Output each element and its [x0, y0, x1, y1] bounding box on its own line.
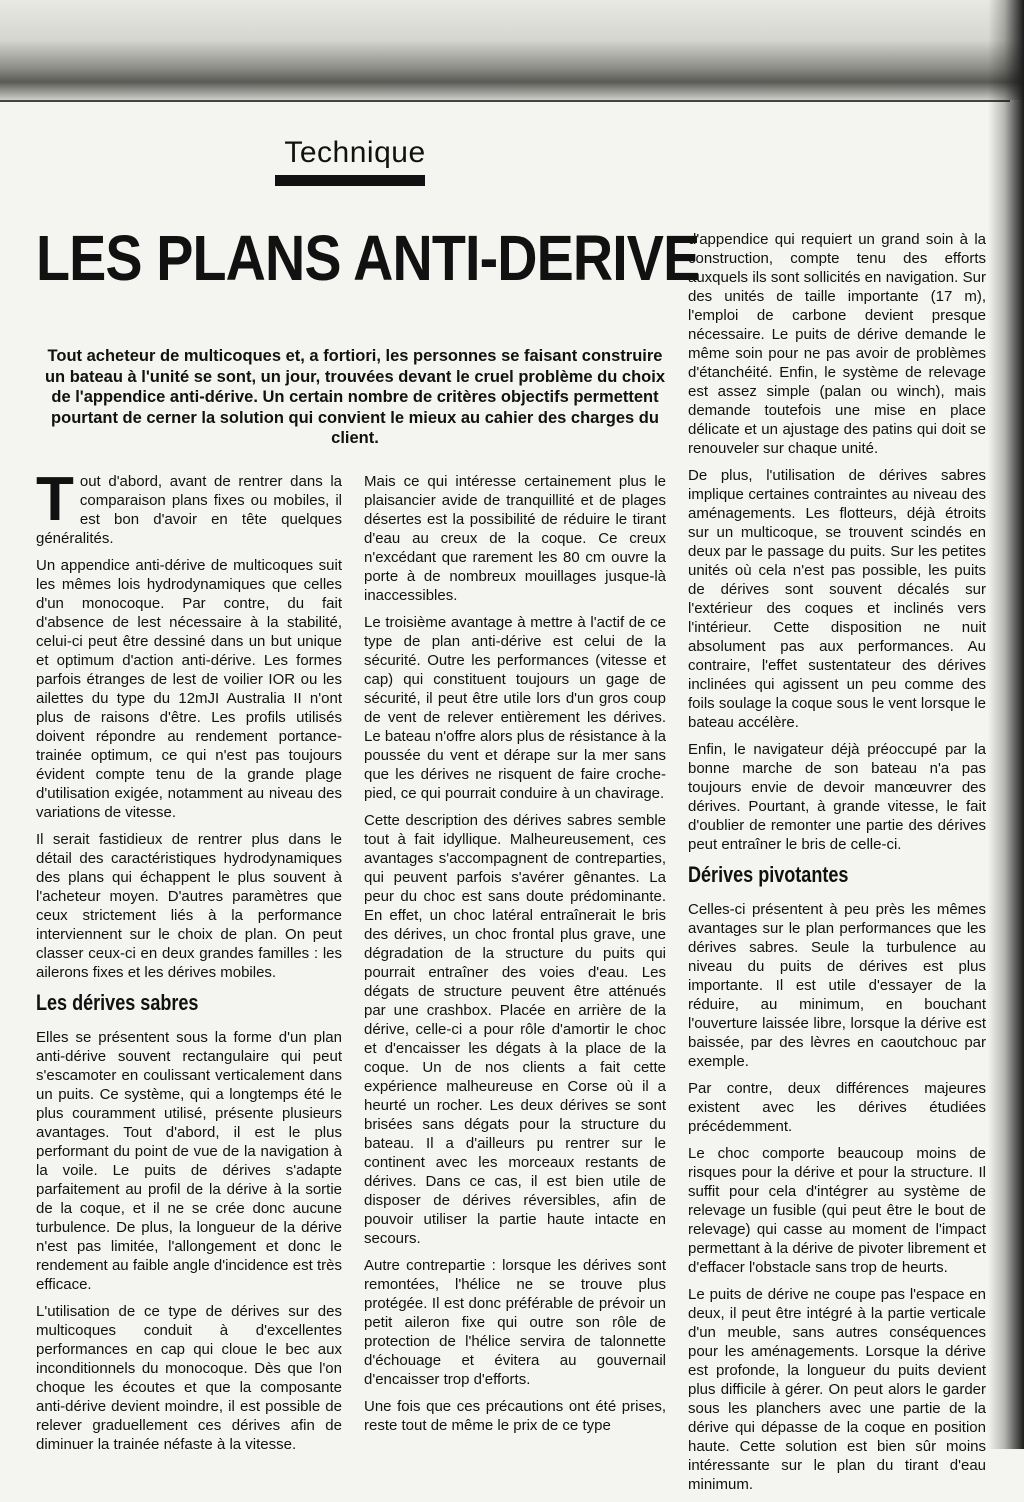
scan-shadow-right — [988, 0, 1024, 1449]
section-label: Technique — [284, 136, 426, 169]
paragraph: Cette description des dérives sabres semble tout à fait idyllique. Malheureusement, ces avantages s'accompagnent de contreparties, qui peuvent parfois s'avérer gênantes. La peur du choc est sans doute prédominante. En effet, un choc latéral entraînerait le bris des dérives, un choc frontal plus grave, une dégradation de la structure du puits qui pourrait entraîner des voies d'eau. Les dégats de structure peuvent être atténués par une crashbox. Placée en arrière de la dérive, celle-ci a pour rôle d'amortir le choc et d'encaisser les dégats à la place de la coque. Un de nos clients a fait cette expérience malheureuse en Corse où il a heurté un rocher. Les deux dérives se sont brisées sans dégats pour la structure du bateau. Il a d'ailleurs pu rentrer sur le continent avec les morceaux restants de dérives. Dans ce cas, il est bien utile de disposer de dérives réversibles, afin de pouvoir utiliser la partie haute intacte en secours. — [364, 812, 666, 1247]
paragraph: Le puits de dérive ne coupe pas l'espace en deux, il peut être intégré à la partie verticale d'un meuble, sans autres conséquences pour les aménagements. Lorsque la dérive est profonde, la longueur du puits devient plus difficile à gérer. On peut alors le garder sous les planchers avec une partie de la dérive qui dépasse de la coque en position haute. Cette solution est bien sûr moins intéressante sur le plan du tirant d'eau minimum. — [688, 1286, 986, 1493]
paragraph: De plus, l'utilisation de dérives sabres implique certaines contraintes au niveau des aménagements. Les flotteurs, déjà étroits sur un multicoque, se trouvent scindés en deux par le passage du puits. Sur les petites unités où cela n'est pas possible, les puits de dérives sont souvent décalés sur l'extérieur des coques et inclinés vers l'intérieur. Cette disposition ne nuit absolument pas aux performances. Au contraire, l'effet sustentateur des dérives inclinées qui agissent un peu comme des foils soulage la coque sous le vent lorsque le bateau accélère. — [688, 467, 986, 731]
paragraph: Enfin, le navigateur déjà préoccupé par la bonne marche de son bateau n'a pas toujours envie de devoir manœuvrer des dérives. Pourtant, à grande vitesse, le fait d'oublier de remonter une partie des dérives peut entraîner le bris de celle-ci. — [688, 741, 986, 853]
article-lead: Tout acheteur de multicoques et, a fortiori, les personnes se faisant construire un bateau à l'unité se sont, un jour, trouvées devant le cruel problème du choix de l'appendice anti-dérive. Un certain nombre de critères objectifs permettent pourtant de cerner la solution qui convient le mieux au cahier des charges du client. — [44, 347, 666, 447]
drop-cap: T — [36, 465, 74, 534]
section-underline-bar — [275, 175, 425, 186]
paragraph: Un appendice anti-dérive de multicoques suit les mêmes lois hydrodynamiques que celles d'un monocoque. Par contre, du fait d'absence de lest nécessaire à la stabilité, celui-ci peut être dessiné dans un but unique et optimum d'action anti-dérive. Les formes parfois étranges de lest de voilier IOR ou les ailettes du type du 12mJI Australia II n'ont plus de raisons d'être. Les profils utilisés doivent répondre au rendement portance-trainée optimum, ce qui n'est pas toujours évident compte tenu de la grande plage d'utilisation exigée, notamment au niveau des variations de vitesse. — [36, 557, 342, 821]
column-3 — [688, 230, 986, 1502]
paragraph: Par contre, deux différences majeures existent avec les dérives étudiées précédemment. — [688, 1080, 986, 1135]
scan-shadow-top — [0, 0, 1024, 100]
subheading: Dérives pivotantes — [688, 862, 849, 887]
paragraph-text: out d'abord, avant de rentrer dans la comparaison plans fixes ou mobiles, il est bon d'avoir en tête quelques généralités. — [36, 473, 342, 547]
paragraph: Le troisième avantage à mettre à l'actif de ce type de plan anti-dérive est celui de la sécurité. Outre les performances (vitesse et cap) qui constituent toujours un gage de sécurité, il peut être utile lors d'un gros coup de vent de relever entièrement les dérives. Le bateau n'offre alors plus de résistance à la poussée du vent et dérape sur la mer sans que les dérives ne risquent de faire croche-pied, ce qui pourrait conduire à un chavirage. — [364, 614, 666, 802]
article-headline: LES PLANS ANTI-DERIVE — [36, 222, 700, 294]
column-2 — [364, 472, 666, 1443]
subheading: Les dérives sabres — [36, 990, 199, 1015]
paragraph: L'utilisation de ce type de dérives sur des multicoques conduit à d'excellentes performances en cap qui cloue le bec aux inconditionnels du monocoque. Dès que l'on choque les écoutes et que la composante anti-dérive devient moindre, il est possible de relever graduellement ces dérives afin de diminuer la trainée néfaste à la vitesse. — [36, 1303, 342, 1453]
paragraph: Il serait fastidieux de rentrer plus dans le détail des caractéristiques hydrodynamiques des plans qui échappent le plus souvent à l'acheteur moyen. D'autres paramètres que ceux strictement liés à la performance interviennent sur le choix de plan. On peut classer ceux-ci en deux grandes familles : les ailerons fixes et les dérives mobiles. — [36, 831, 342, 981]
paragraph: Une fois que ces précautions ont été prises, reste tout de même le prix de ce type — [364, 1398, 666, 1434]
column-1 — [36, 465, 342, 1462]
paragraph: Mais ce qui intéresse certainement plus le plaisancier avide de tranquillité et de plages désertes est la possibilité de réduire le tirant d'eau au creux de la coque. Ce creux n'excédant que rarement les 80 cm ouvre la porte à de nombreux mouillages jusque-là inaccessibles. — [364, 473, 666, 604]
paragraph: d'appendice qui requiert un grand soin à la construction, compte tenu des efforts auxquels ils sont sollicités en navigation. Sur des unités de taille importante (17 m), l'emploi de carbone devient presque nécessaire. Le puits de dérive demande le même soin pour ne pas avoir de problèmes d'étanchéité. Enfin, le système de relevage est assez simple (palan ou winch), mais demande toutefois une mise en place délicate et un ajustage des patins qui doit se renouveler sur chaque unité. — [688, 231, 986, 457]
paragraph: Elles se présentent sous la forme d'un plan anti-dérive souvent rectangulaire qui peut s'escamoter en coulissant verticalement dans un puits. Ce système, qui a longtemps été le plus couramment utilisé, présente plusieurs avantages. Tout d'abord, il est le plus performant du point de vue de la navigation à la voile. Le puits de dérives s'adapte parfaitement au profil de la dérive à la sortie de la coque, et il ne se crée donc aucune turbulence. De plus, la longueur de la dérive n'est pas limitée, l'allongement et donc le rendement au faible angle d'incidence est très efficace. — [36, 1029, 342, 1293]
paragraph: Le choc comporte beaucoup moins de risques pour la dérive et pour la structure. Il suffit pour cela d'intégrer au système de relevage un fusible (qui peut être le bout de relevage) qui casse au moment de l'impact permettant à la dérive de pivoter librement et d'effacer l'obstacle sans trop de heurts. — [688, 1145, 986, 1276]
paragraph: Autre contrepartie : lorsque les dérives sont remontées, l'hélice ne se trouve plus protégée. Il est donc préférable de prévoir un petit aileron fixe qui outre son rôle de protection de l'hélice servira de talonnette d'échouage et évitera au gouvernail d'encaisser trop d'efforts. — [364, 1257, 666, 1388]
paragraph: Celles-ci présentent à peu près les mêmes avantages sur le plan performances que les dérives sabres. Seule la turbulence au niveau du puits de dérives est plus importante. Il est utile d'essayer de la réduire, au minimum, en bouchant l'ouverture laissée libre, lorsque la dérive est baissée, par des lèvres en caoutchouc par exemple. — [688, 901, 986, 1070]
paragraph — [36, 465, 342, 548]
page-top-rule — [0, 100, 1010, 102]
